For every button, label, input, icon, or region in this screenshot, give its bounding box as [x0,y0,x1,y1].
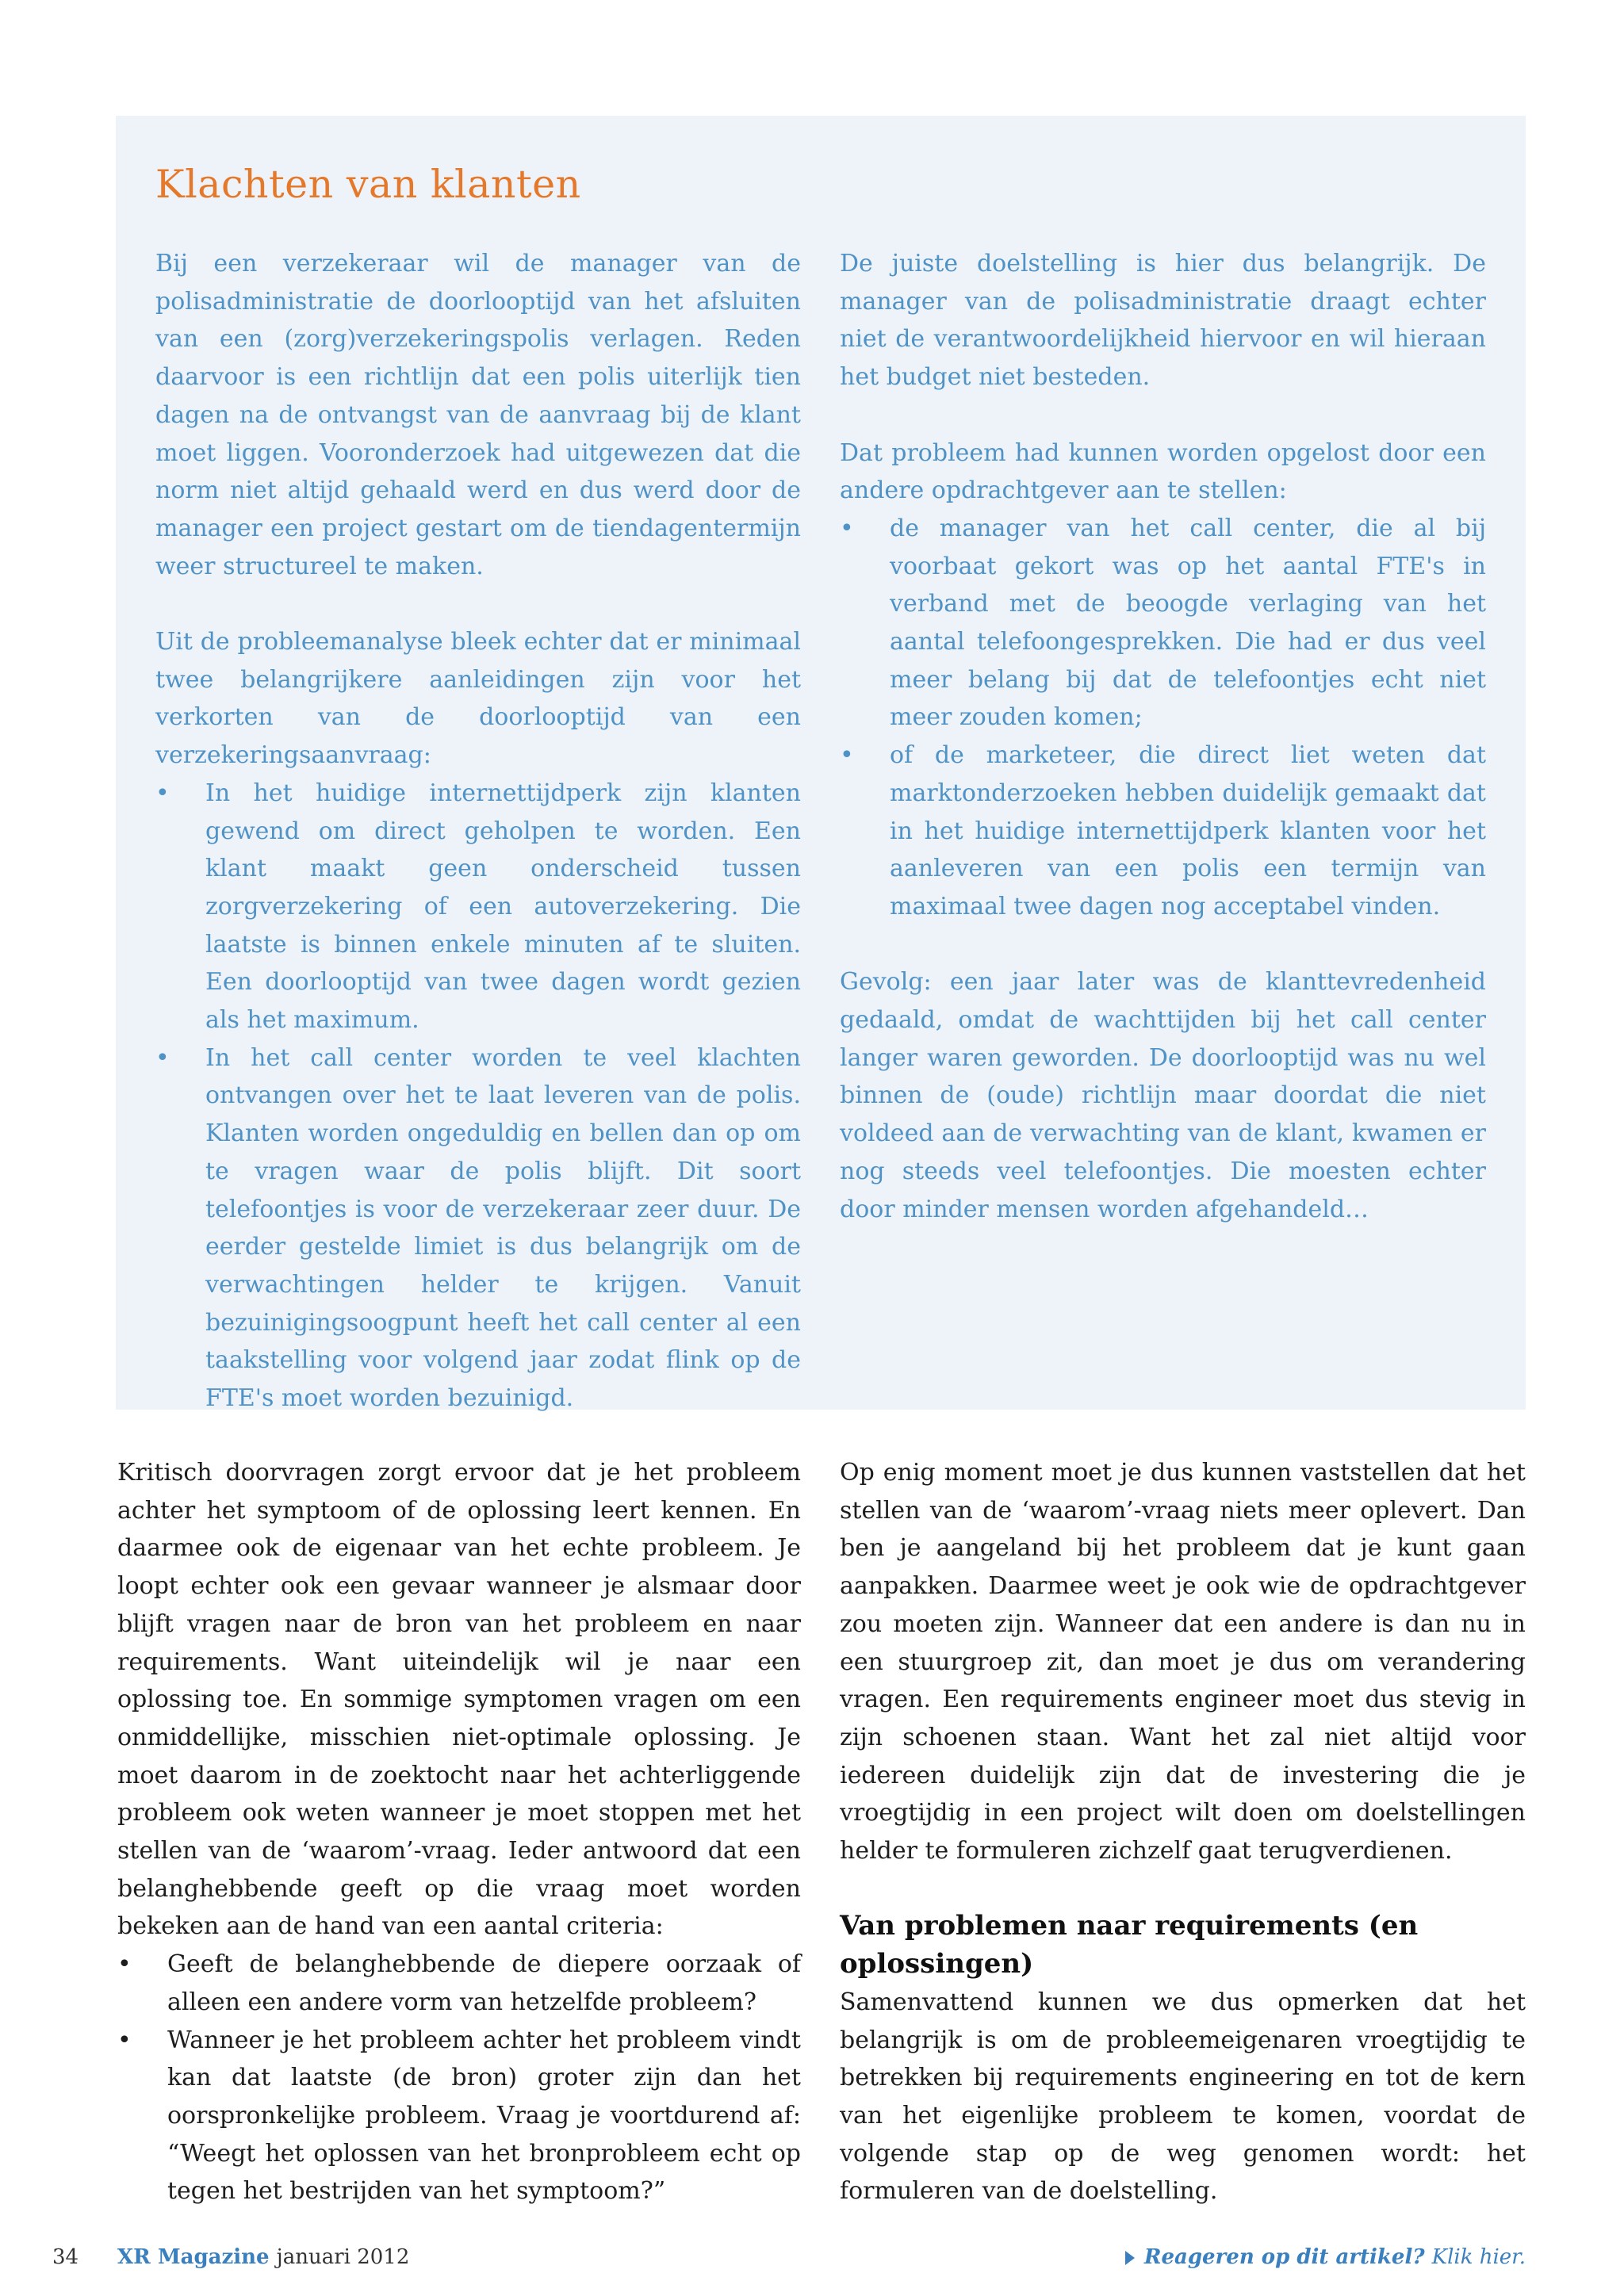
section-heading: Van problemen naar requirements (en oplossingen) [840,1910,1419,1980]
list-item-text: In het huidige internettijdperk zijn klanten gewend om direct geholpen te worden. Een klant maakt geen onderscheid tussen zorgverzekering of een autoverzekering. Die laatste is binnen enkele minuten af te sluiten. Een doorlooptijd van twee dagen wordt gezien als het maximum. [205,779,801,1035]
react-link[interactable] [1125,2245,1526,2269]
page-number: 34 [52,2245,79,2269]
bullet-icon: • [155,779,170,807]
bullet-icon: • [117,2026,132,2054]
play-arrow-icon [1125,2251,1135,2265]
body-paragraph: Samenvattend kunnen we dus opmerken dat het belangrijk is om de probleemeigenaren vroegtijdig te betrekken bij requirements engineering en tot de kern van het eigenlijke probleem te komen, voordat de volgende stap op de weg genomen wordt: het formuleren van de doelstelling. [840,1988,1526,2206]
list-item [117,1946,801,2021]
body-bullet-list [117,1946,801,2210]
sidebar-right-column [840,245,1486,1228]
list-item [840,737,1486,926]
list-item-text: de manager van het call center, die al bij voorbaat gekort was op het aantal FTE's in verband met de beoogde verlaging van het aantal telefoongesprekken. Die had er dus veel meer belang bij dat de telefoontjes echt niet meer zouden komen; [890,514,1486,732]
sidebar-title: Klachten van klanten [155,162,581,207]
list-item-text: Wanneer je het probleem achter het probleem vindt kan dat laatste (de bron) groter zijn dan het oorspronkelijke probleem. Vraag je voortdurend af: “Weegt het oplossen van het bronprobleem echt op tegen het bestrijden van het symptoom?” [167,2026,801,2206]
list-item [117,2022,801,2211]
bullet-icon: • [117,1950,132,1979]
bullet-icon: • [155,1043,170,1072]
bullet-icon: • [840,741,854,770]
list-item-text: In het call center worden te veel klachten ontvangen over het te laat leveren van de polis. Klanten worden ongeduldig en bellen dan op om te vragen waar de polis blijft. Dit soort telefoontjes is voor de verzekeraar zeer duur. De eerder gestelde limiet is dus belangrijk om de verwachtingen helder te krijgen. Vanuit bezuinigingsoogpunt heeft het call center al een taakstelling voor volgend jaar zodat flink op de FTE's moet worden bezuinigd. [205,1043,801,1413]
react-link-text[interactable]: Reageren op dit artikel? [1143,2245,1425,2269]
sidebar-bullet-list [155,775,801,1418]
sidebar-paragraph: Dat probleem had kunnen worden opgelost door een andere opdrachtgever aan te stellen: [840,438,1486,505]
bullet-icon: • [840,514,854,542]
sidebar-paragraph: Bij een verzekeraar wil de manager van de polisadministratie de doorlooptijd van het afsluiten van een (zorg)verzekeringspolis verlagen. Reden daarvoor is een richtlijn dat een polis uiterlijk tien dagen na de ontvangst van de aanvraag bij de klant moet liggen. Vooronderzoek had uitgewezen dat die norm niet altijd gehaald werd en dus werd door de manager een project gestart om de tiendagentermijn weer structureel te maken. [155,250,801,580]
sidebar-paragraph: De juiste doelstelling is hier dus belangrijk. De manager van de polisadministratie draagt echter niet de verantwoordelijkheid hiervoor en wil hieraan het budget niet besteden. [840,250,1486,392]
body-right-column [840,1454,1526,2210]
issue-date: januari 2012 [276,2245,410,2269]
click-here-link[interactable]: Klik hier. [1431,2245,1526,2269]
sidebar-left-column [155,245,801,1418]
body-paragraph: Kritisch doorvragen zorgt ervoor dat je het probleem achter het symptoom of de oplossing leert kennen. En daarmee ook de eigenaar van het echte probleem. Je loopt echter ook een gevaar wanneer je alsmaar door blijft vragen naar de bron van het probleem en naar requirements. Want uiteindelijk wil je naar een oplossing toe. En sommige symptomen vragen om een onmiddellijke, misschien niet-optimale oplossing. Je moet daarom in de zoektocht naar het achterliggende probleem ook weten wanneer je moet stoppen met het stellen van de ‘waarom’-vraag. Ieder antwoord dat een belanghebbende geeft op die vraag moet worden bekeken aan de hand van een aantal criteria: [117,1459,801,1941]
sidebar-paragraph: Uit de probleemanalyse bleek echter dat er minimaal twee belangrijkere aanleidingen zijn voor het verkorten van de doorlooptijd van een verzekeringsaanvraag: [155,628,801,770]
sidebar-paragraph: Gevolg: een jaar later was de klanttevredenheid gedaald, omdat de wachttijden bij het call center langer waren geworden. De doorlooptijd was nu wel binnen de (oude) richtlijn maar doordat die niet voldeed aan de verwachting van de klant, kwamen er nog steeds veel telefoontjes. Die moesten echter door minder mensen worden afgehandeld… [840,968,1486,1223]
list-item [155,1039,801,1418]
body-left-column [117,1454,801,2210]
list-item-text: of de marketeer, die direct liet weten dat marktonderzoeken hebben duidelijk gemaakt dat in het huidige internettijdperk klanten voor het aanleveren van een polis een termijn van maximaal twee dagen nog acceptabel vinden. [890,741,1486,920]
body-paragraph: Op enig moment moet je dus kunnen vaststellen dat het stellen van de ‘waarom’-vraag niets meer oplevert. Dan ben je aangeland bij het probleem dat je kunt gaan aanpakken. Daarmee weet je ook wie de opdrachtgever zou moeten zijn. Wanneer dat een andere is dan nu in een stuurgroep zit, dan moet je dus om verandering vragen. Een requirements engineer moet dus stevig in zijn schoenen staan. Want het zal niet altijd voor iedereen duidelijk zijn dat de investering die je vroegtijdig in een project wilt doen om doelstellingen helder te formuleren zichzelf gaat terugverdienen. [840,1459,1526,1866]
sidebar-bullet-list [840,510,1486,926]
list-item-text: Geeft de belanghebbende de diepere oorzaak of alleen een andere vorm van hetzelfde probleem? [167,1950,801,2016]
list-item [840,510,1486,737]
magazine-name: XR Magazine [117,2245,270,2269]
list-item [155,775,801,1039]
magazine-credit [117,2245,409,2269]
